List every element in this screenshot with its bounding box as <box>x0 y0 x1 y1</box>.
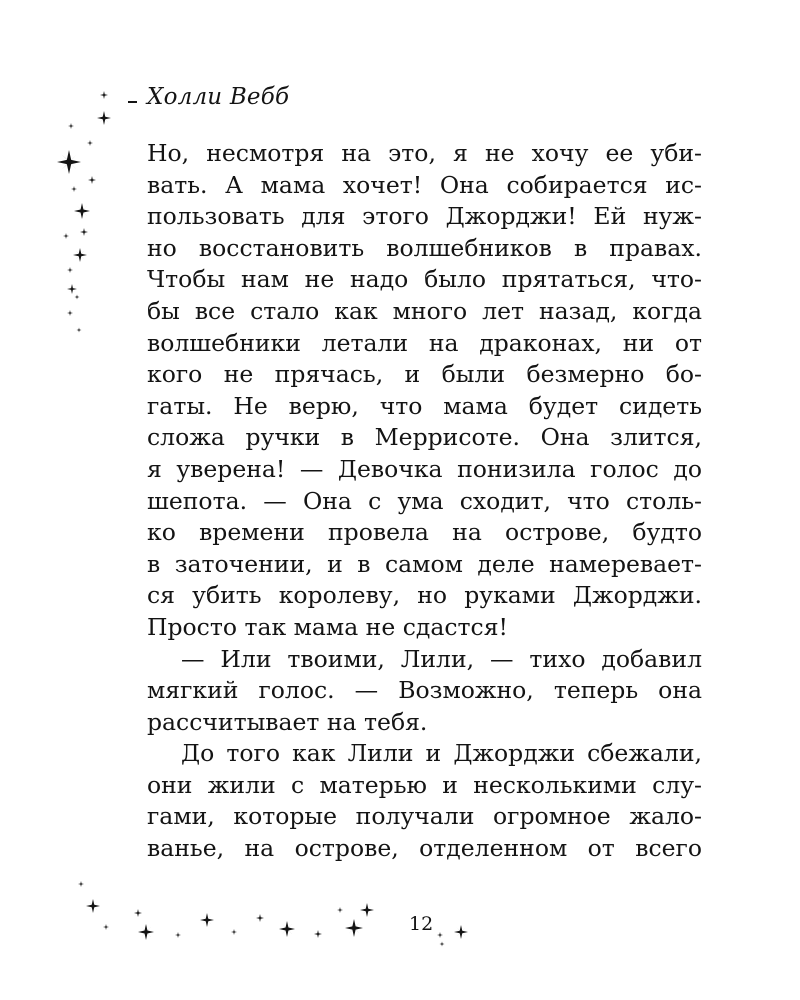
text-line: Но, несмотря на это, я не хочу ее уби- <box>147 139 702 167</box>
running-head-dash <box>128 101 137 103</box>
text-line: рассчитывает на тебя. <box>147 707 428 736</box>
text-line: гаты. Не верю, что мама будет сидеть <box>147 391 702 420</box>
text-line: гами, которые получали огромное жало- <box>147 802 702 831</box>
text-line: пользовать для этого Джорджи! Ей нуж- <box>147 202 702 231</box>
left-star-trail <box>57 91 111 333</box>
text-line: шепота. — Она с ума сходит, что столь- <box>147 486 702 515</box>
running-head-author: Холли Вебб <box>147 84 290 110</box>
text-line: я уверена! — Девочка понизила голос до <box>147 454 702 483</box>
text-line: ко времени провела на острове, будто <box>147 518 702 547</box>
text-line: сложа ручки в Меррисоте. Она злится, <box>147 423 702 452</box>
text-line: ся убить королеву, но руками Джорджи. <box>147 581 702 610</box>
text-line: Просто так мама не сдастся! <box>147 612 508 641</box>
text-line: — Или твоими, Лили, — тихо добавил <box>181 644 702 673</box>
text-line: вать. А мама хочет! Она собирается ис- <box>147 170 702 199</box>
text-line: они жили с матерью и несколькими слу- <box>147 770 702 799</box>
page-number: 12 <box>409 913 434 935</box>
text-line: мягкий голос. — Возможно, теперь она <box>147 676 702 705</box>
text-line: бы все стало как много лет назад, когда <box>147 296 702 325</box>
body-text <box>147 138 702 865</box>
text-line: но восстановить волшебников в правах. <box>147 233 702 262</box>
text-line: До того как Лили и Джорджи сбежали, <box>181 739 702 768</box>
text-line: в заточении, и в самом деле намеревает- <box>147 549 702 578</box>
text-line: Чтобы нам не надо было прятаться, что- <box>147 265 702 294</box>
text-line: ванье, на острове, отделенном от всего <box>147 834 702 863</box>
text-line: кого не прячась, и были безмерно бо- <box>147 360 702 389</box>
text-line: волшебники летали на драконах, ни от <box>147 328 702 357</box>
